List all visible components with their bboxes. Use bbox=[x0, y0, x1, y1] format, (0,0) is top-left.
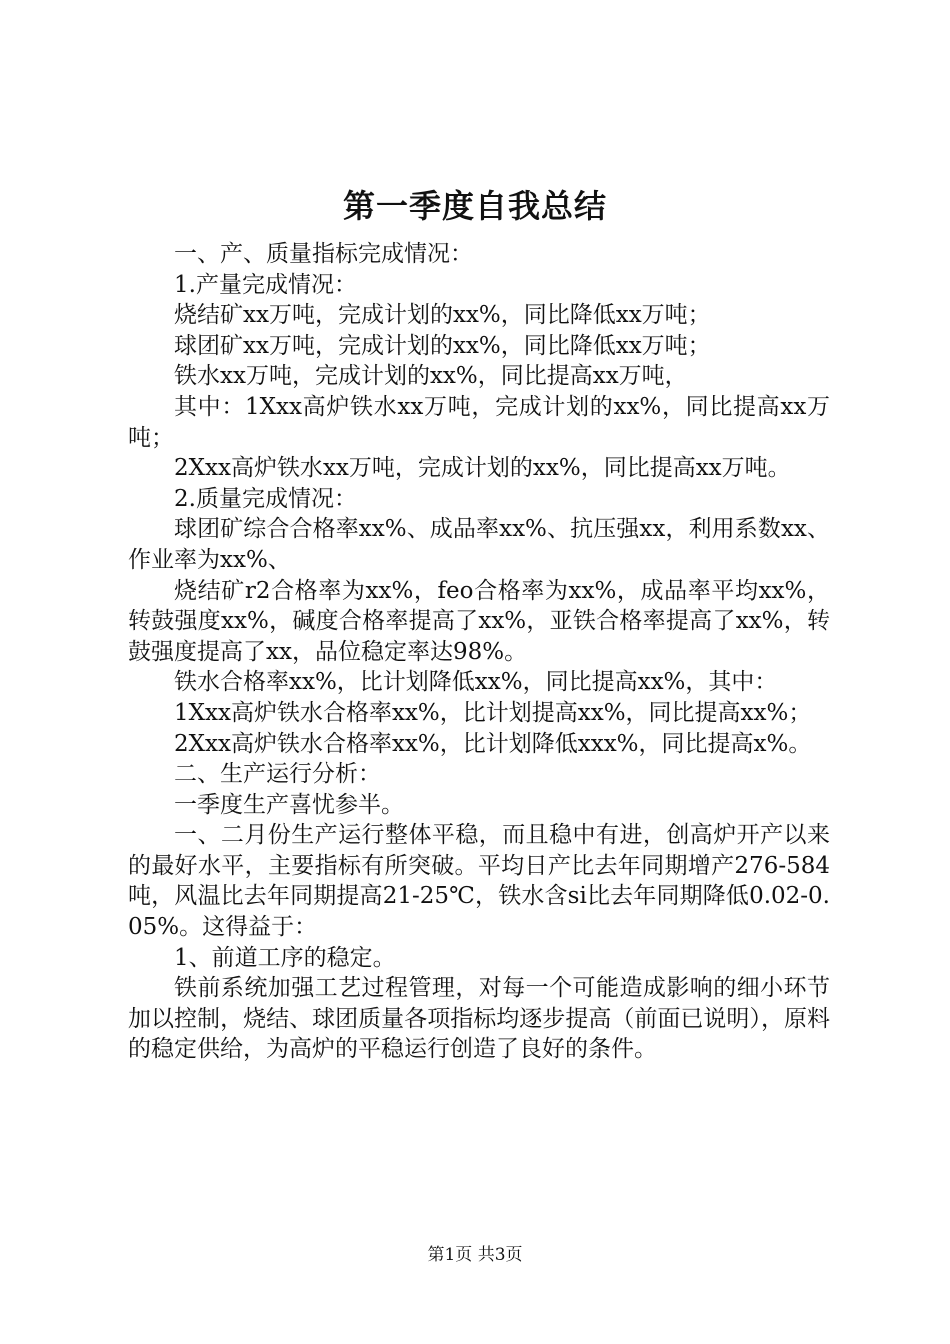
paragraph-pellet: 球团矿xx万吨，完成计划的xx%，同比降低xx万吨； bbox=[174, 332, 711, 359]
paragraph-process-control: 铁前系统加强工艺过程管理，对每一个可能造成影响的细小环节加以控制，烧结、球团质量各项指标均逐步提高（前面已说明），原料的稳定供给，为高炉的平稳运行创造了良好的条件。 bbox=[128, 975, 830, 1063]
paragraph-furnace-1: 其中：1Xxx高炉铁水xx万吨，完成计划的xx%，同比提高xx万吨； bbox=[128, 393, 830, 451]
subheading-quality: 2.质量完成情况： bbox=[174, 485, 357, 512]
paragraph-furnace-1-quality: 1Xxx高炉铁水合格率xx%，比计划提高xx%，同比提高xx%； bbox=[174, 699, 812, 726]
paragraph-furnace-2-quality: 2Xxx高炉铁水合格率xx%，比计划降低xxx%，同比提高x%。 bbox=[174, 730, 812, 757]
paragraph-iron-quality: 铁水合格率xx%，比计划降低xx%，同比提高xx%，其中： bbox=[174, 669, 778, 696]
paragraph-furnace-2: 2Xxx高炉铁水xx万吨，完成计划的xx%，同比提高xx万吨。 bbox=[174, 455, 791, 482]
paragraph-sinter-quality: 烧结矿r2合格率为xx%，feo合格率为xx%，成品率平均xx%，转鼓强度xx%，碱度合格率提高了xx%，亚铁合格率提高了xx%，转鼓强度提高了xx，品位稳定率达98%。 bbox=[128, 577, 830, 665]
page-footer: 第1页 共3页 bbox=[427, 1245, 523, 1265]
paragraph-summary: 一季度生产喜忧参半。 bbox=[174, 791, 404, 818]
paragraph-iron: 铁水xx万吨，完成计划的xx%，同比提高xx万吨， bbox=[174, 363, 688, 390]
paragraph-pellet-quality: 球团矿综合合格率xx%、成品率xx%、抗压强xx，利用系数xx、作业率为xx%、 bbox=[128, 516, 830, 573]
paragraph-jan-feb: 一、二月份生产运行整体平稳，而且稳中有进，创高炉开产以来的最好水平，主要指标有所突破。平均日产比去年同期增产276-584吨，风温比去年同期提高21-25℃，铁水含si比去年同期降低0.02-0.05%。这得益于： bbox=[128, 822, 830, 941]
paragraph-point-1: 1、前道工序的稳定。 bbox=[174, 944, 396, 971]
document-body bbox=[128, 239, 830, 1065]
document-title: 第一季度自我总结 bbox=[342, 187, 607, 225]
paragraph-sinter: 烧结矿xx万吨，完成计划的xx%，同比降低xx万吨； bbox=[174, 302, 711, 329]
subheading-output: 1.产量完成情况： bbox=[174, 271, 357, 298]
section-heading-2: 二、生产运行分析： bbox=[174, 761, 381, 788]
section-heading-1: 一、产、质量指标完成情况： bbox=[174, 241, 473, 267]
